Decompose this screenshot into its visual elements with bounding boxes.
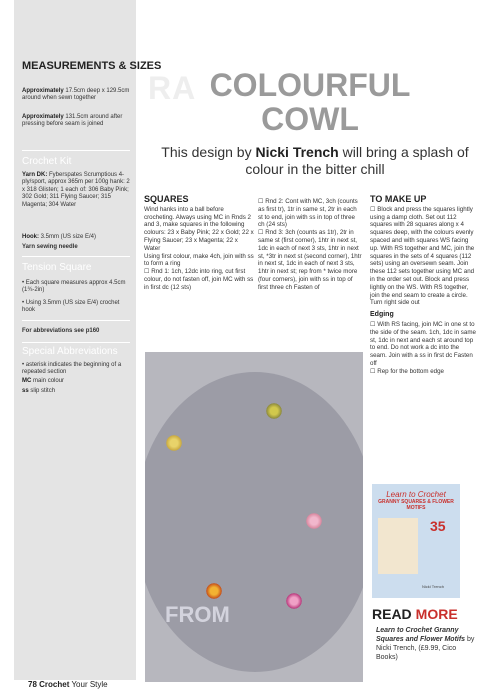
squares-body: Wind hanks into a ball before crocheting. Always using MC in Rnds 2 and 3, make squares in the following colours: 23 x Baby Pink; 22 x Gold; 22 x Flying Saucer; 23 x Magenta; 22 x Water [144, 205, 254, 252]
read-more-heading [372, 606, 458, 622]
yarn-info [22, 172, 134, 209]
round-2: ☐ Rnd 2: Cont with MC, 3ch (counts as first tr), 1tr in same st, 2tr in each st to end, join with ss in top of three ch (24 sts) [258, 198, 358, 229]
title-line-2: COWL [261, 101, 359, 137]
magenta-flower [285, 592, 303, 610]
standfirst-author: Nicki Trench [255, 144, 339, 160]
yarn-value: Fyberspates Scrumptious 4-ply/sport, approx 365m per 100g hank: 2 x 318 Glisten; 1 each of: 306 Baby Pink; 302 Gold; 311 Flying Saucer; 315 Magenta; 304 Water [22, 172, 130, 208]
mc-label: MC [22, 378, 32, 384]
divider [22, 320, 130, 321]
measurement-2-value: 131.5cm around after pressing before seam is joined [22, 114, 123, 128]
book-count: 35 [430, 518, 446, 534]
tension-item-1-text: Each square measures approx 4.5cm (1¾-2in) [22, 280, 126, 294]
makeup-heading: TO MAKE UP [370, 194, 427, 204]
ss-abbrev [22, 388, 134, 395]
asterisk-note: • asterisk indicates the beginning of a repeated section [22, 362, 122, 376]
standfirst-post: will bring a splash of colour in the bitter chill [245, 144, 469, 177]
book-cover-art [378, 518, 418, 574]
measurement-1-value: 17.5cm deep x 129.5cm around when sewn together [22, 88, 130, 102]
ghost-headline: RA [148, 70, 197, 106]
read-more-book-title: Learn to Crochet Granny Squares and Flower Motifs [376, 627, 466, 643]
round-3: ☐ Rnd 3: 3ch (counts as 1tr), 2tr in same st (first corner), 1htr in next st, 1dc in each of next 3 sts, 1htr in next st, *3tr in next st (second corner), 1htr in next st, 1dc in each of next 3 sts, 1htr in next st; rep from * twice more (four corners), join with ss in top of first three ch Fasten of [258, 229, 362, 291]
read-more-text [376, 626, 476, 662]
squares-round-1: ☐ Rnd 1: 1ch, 12dc into ring, cut first colour, do not fasten off, join MC with ss in first dc (12 sts) [144, 268, 254, 291]
edging-repeat: ☐ Rep for the bottom edge [370, 367, 444, 375]
mc-abbrev [22, 378, 134, 385]
photo-watermark: FROM [165, 602, 230, 627]
measurement-1-label: Approximately [22, 88, 64, 94]
ss-value: slip stitch [30, 388, 56, 394]
squares-column [144, 196, 254, 292]
makeup-body: ☐ Block and press the squares lightly using a damp cloth. Set out 112 squares with 28 squares along x 4 squares deep, with the colours evenly spaced and with squares WS facing up. With RS together and MC, join the squares in the sets of 4 squares (112 sets) using an oversewn seam. Join these 112 sets together using MC and in the order set out. Block and press lightly on the WS. With RS together, join the end seam to create a circle. Turn right side out [370, 205, 475, 307]
tension-item-2-text: Using 3.5mm (US size E/4) crochet hook [22, 300, 120, 314]
hook-label: Hook: [22, 234, 39, 240]
mc-value: main colour [33, 378, 65, 384]
yarn-label: Yarn DK: [22, 172, 48, 178]
tension-item-2: • Using 3.5mm (US size E/4) crochet hook [22, 300, 120, 314]
measurements-heading: MEASUREMENTS & SIZES [22, 60, 162, 72]
divider [22, 256, 130, 257]
abbreviations-note: For abbreviations see p160 [22, 328, 100, 334]
magazine-suffix: Your Style [71, 680, 108, 689]
kit-heading: Crochet Kit [22, 156, 72, 167]
page-footer [28, 680, 108, 689]
tension-heading: Tension Square [22, 262, 92, 273]
divider [22, 150, 130, 151]
more-word: MORE [415, 606, 458, 622]
standfirst-pre: This design by [161, 144, 256, 160]
orange-flower [205, 582, 223, 600]
book-title: Learn to Crochet [386, 490, 446, 499]
edging-body: ☐ With RS facing, join MC in one st to the side of the seam. 1ch, 1dc in same st, 1dc in next and each st around top to end. Do not work a dc into the seam. Join with a ss in first dc Fasten off [370, 320, 476, 367]
read-more-rest: by Nicki Trench, (£9.99, Cico Books) [376, 636, 475, 661]
book-cover [372, 484, 460, 598]
cowl-photo [145, 352, 363, 682]
measurement-2-label: Approximately [22, 114, 64, 120]
gold-flower [165, 434, 183, 452]
pink-flower [305, 512, 323, 530]
tension-item-1: • Each square measures approx 4.5cm (1¾-2in) [22, 280, 126, 294]
measurement-1 [22, 88, 134, 103]
book-subtitle: GRANNY SQUARES & FLOWER MOTIFS [378, 499, 454, 511]
needle-info: Yarn sewing needle [22, 244, 78, 250]
edging-heading: Edging [370, 311, 394, 319]
hook-value: 3.5mm (US size E/4) [40, 234, 97, 240]
title-line-1: COLOURFUL [209, 67, 411, 103]
book-author: Nicki Trench [422, 584, 445, 589]
divider [22, 342, 130, 343]
squares-body-2: Using first colour, make 4ch, join with ss to form a ring [144, 252, 254, 268]
page-title [140, 68, 480, 136]
read-word: READ [372, 606, 412, 622]
special-abbreviations-heading: Special Abbreviations [22, 346, 118, 357]
magazine-name: Crochet [39, 680, 70, 689]
makeup-column [370, 196, 476, 376]
ss-label: ss [22, 388, 29, 394]
page-number: 78 [28, 680, 37, 689]
green-flower [265, 402, 283, 420]
measurement-2 [22, 114, 134, 129]
squares-heading: SQUARES [144, 194, 189, 204]
rounds-column [258, 198, 362, 292]
hook-info [22, 234, 134, 241]
standfirst [150, 144, 480, 178]
